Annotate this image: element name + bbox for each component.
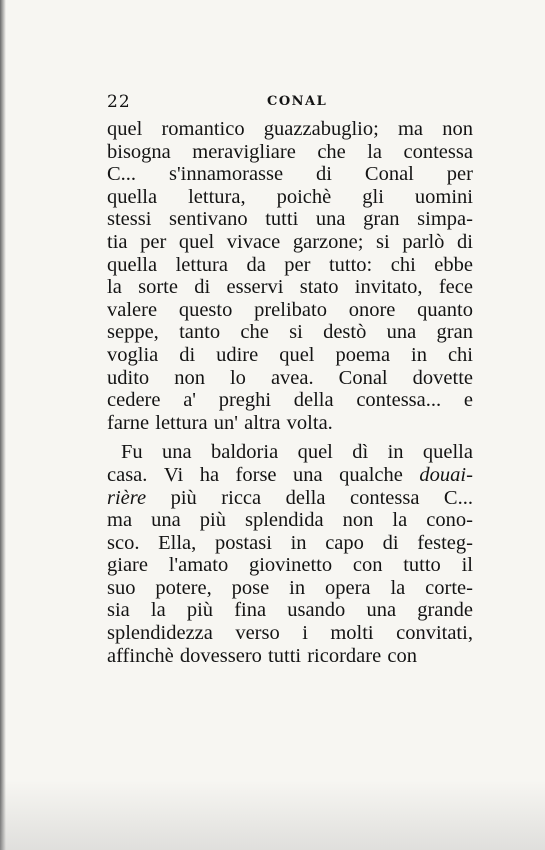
word: postasi (214, 531, 272, 554)
word: da (246, 253, 266, 276)
word: forse (235, 463, 277, 486)
word: contessa (349, 486, 420, 509)
word: una (151, 509, 181, 532)
word: si (376, 230, 390, 253)
word: onore (348, 298, 396, 321)
word: parlò (402, 230, 445, 253)
word: con (387, 644, 417, 667)
word: quel (107, 118, 143, 140)
word: verso (235, 622, 280, 645)
word: ricordare (307, 644, 382, 667)
word: la (367, 140, 383, 163)
text-line (107, 509, 473, 532)
word: non (342, 509, 374, 532)
word: invitato, (354, 276, 423, 299)
word: lettura (155, 411, 208, 434)
word: gli (362, 185, 384, 208)
word: della (293, 389, 334, 412)
word: la (150, 599, 166, 622)
word: prelibato (254, 298, 327, 321)
word: fece (438, 276, 473, 299)
paragraph (107, 118, 473, 434)
word: contessa (403, 140, 473, 163)
word: i (302, 622, 308, 645)
word: dovette (412, 366, 473, 389)
word: dì (352, 441, 369, 464)
word: contessa... (356, 389, 442, 412)
word: tutti (268, 644, 302, 667)
word: destò (323, 321, 367, 344)
word: udito (107, 366, 150, 389)
word: quella (107, 185, 158, 208)
paragraph (107, 441, 473, 667)
word: molti (330, 622, 374, 645)
word: sco. (107, 531, 140, 554)
word: più (199, 509, 226, 532)
text-line (107, 118, 473, 141)
word: giovinetto (248, 554, 333, 577)
word: una (293, 463, 323, 486)
word: per (140, 230, 167, 253)
word: che (317, 140, 346, 163)
word: Conal (338, 366, 388, 389)
word: lettura (175, 253, 228, 276)
text-line (107, 231, 473, 254)
word: una (315, 208, 346, 231)
word: in (411, 343, 427, 366)
word: di (382, 531, 399, 554)
word: preghi (218, 389, 272, 412)
text-line (107, 276, 473, 299)
word: stessi (107, 208, 152, 231)
word: quella (107, 253, 158, 276)
word: garzone; (292, 230, 364, 253)
page-number: 22 (107, 92, 131, 112)
word: cono- (426, 509, 473, 532)
word: Vi (163, 463, 184, 486)
word: dovessero (179, 644, 262, 667)
word: Fu (121, 441, 143, 464)
word: di (457, 230, 473, 253)
word: C... (443, 486, 473, 509)
word: di (179, 343, 196, 366)
word: una (366, 599, 397, 622)
word: splendida (245, 509, 324, 532)
word: cedere (107, 389, 161, 412)
word: la (392, 509, 408, 532)
word: ma (107, 509, 133, 532)
word: suo (107, 576, 136, 599)
word: romantico (161, 118, 245, 140)
word: quel (279, 343, 315, 366)
word: in (387, 441, 404, 464)
word: non (174, 366, 205, 389)
text-line (107, 532, 473, 555)
text-line (107, 464, 473, 487)
word: seppe, (107, 321, 159, 344)
word: che (240, 321, 269, 344)
word: quanto (417, 298, 473, 321)
word: uomini (414, 185, 473, 208)
word: esservi (226, 276, 284, 299)
word: stato (299, 276, 339, 299)
word: quel (178, 230, 215, 253)
word: meravigliare (192, 140, 296, 163)
word: casa. (107, 463, 148, 486)
word: quella (422, 441, 473, 464)
word: farne (107, 411, 150, 434)
word: sia (107, 599, 130, 622)
word: lettura, (188, 185, 246, 208)
word: fina (234, 599, 267, 622)
word: pose (231, 576, 270, 599)
word: in (290, 531, 307, 554)
word: volta. (286, 411, 333, 434)
word: si (289, 321, 303, 344)
text-line (107, 412, 473, 435)
word: sentivano (169, 208, 248, 231)
text-line (107, 141, 473, 164)
word: chi (390, 253, 416, 276)
text-line (107, 599, 473, 622)
word: bisogna (107, 140, 171, 163)
word: di (194, 276, 211, 299)
word: chi (447, 343, 473, 366)
text-line (107, 321, 473, 344)
word: una (386, 321, 417, 344)
word: la (390, 576, 406, 599)
word: l'amato (168, 554, 229, 577)
word: Ella, (158, 531, 197, 554)
word: usando (287, 599, 346, 622)
text-line (107, 344, 473, 367)
word: con (352, 554, 383, 577)
word: ma (397, 118, 424, 140)
word: voglia (107, 343, 159, 366)
word: valere (107, 298, 158, 321)
page-bottom-smudge (0, 780, 545, 850)
page-header (107, 92, 473, 112)
word: lo (229, 366, 246, 389)
word: ha (199, 463, 220, 486)
word: s'innamorasse (168, 163, 284, 186)
word: corte- (425, 576, 473, 599)
word: simpa- (417, 208, 473, 231)
word: opera (325, 576, 371, 599)
text-line (107, 254, 473, 277)
word: sorte (138, 276, 178, 299)
word: questo (178, 298, 233, 321)
running-head: CONAL (267, 94, 328, 109)
word: affinchè (107, 644, 174, 667)
word: altra (244, 411, 281, 434)
word: di (316, 163, 332, 186)
word: a' (183, 389, 196, 412)
word: e (463, 389, 473, 412)
word: C... (107, 163, 137, 186)
word: rière (107, 486, 147, 509)
text-line (107, 645, 473, 668)
word: potere, (155, 576, 212, 599)
text-line (107, 441, 473, 464)
word: douai- (419, 463, 473, 486)
word: per (446, 163, 473, 186)
word: la (107, 276, 122, 299)
body-text (107, 118, 473, 667)
text-line (107, 577, 473, 600)
word: una (162, 441, 192, 464)
text-line (107, 389, 473, 412)
word: tutto (403, 554, 441, 577)
word: Conal (364, 163, 414, 186)
text-line (107, 208, 473, 231)
word: tutti (265, 208, 299, 231)
text-line (107, 186, 473, 209)
word: ricca (221, 486, 262, 509)
word: avea. (270, 366, 314, 389)
word: convitati, (396, 622, 473, 645)
word: in (289, 576, 306, 599)
word: grande (417, 599, 473, 622)
word: festeg- (417, 531, 473, 554)
word: gran (436, 321, 473, 344)
word: splendidezza (107, 622, 213, 645)
text-line (107, 622, 473, 645)
word: quel (297, 441, 333, 464)
word: baldoria (211, 441, 279, 464)
word: non (442, 118, 473, 140)
word: vivace (226, 230, 281, 253)
paragraph-gap (107, 434, 473, 441)
word: guazzabuglio; (263, 118, 379, 140)
word: capo (325, 531, 364, 554)
word: poichè (276, 185, 332, 208)
word: per (284, 253, 311, 276)
word: tutto: (328, 253, 373, 276)
word: udire (216, 343, 259, 366)
word: più (186, 599, 214, 622)
text-line (107, 554, 473, 577)
text-line (107, 299, 473, 322)
word: della (285, 486, 326, 509)
word: il (461, 554, 473, 577)
word: gran (363, 208, 400, 231)
text-line (107, 163, 473, 186)
word: ebbe (434, 253, 473, 276)
word: tanto (179, 321, 221, 344)
text-line (107, 487, 473, 510)
word: tia (107, 230, 128, 253)
word: qualche (339, 463, 403, 486)
word: più (170, 486, 197, 509)
page-gutter-shadow (0, 0, 6, 850)
word: un' (213, 411, 238, 434)
word: poema (335, 343, 391, 366)
word: giare (107, 554, 148, 577)
text-line (107, 367, 473, 390)
